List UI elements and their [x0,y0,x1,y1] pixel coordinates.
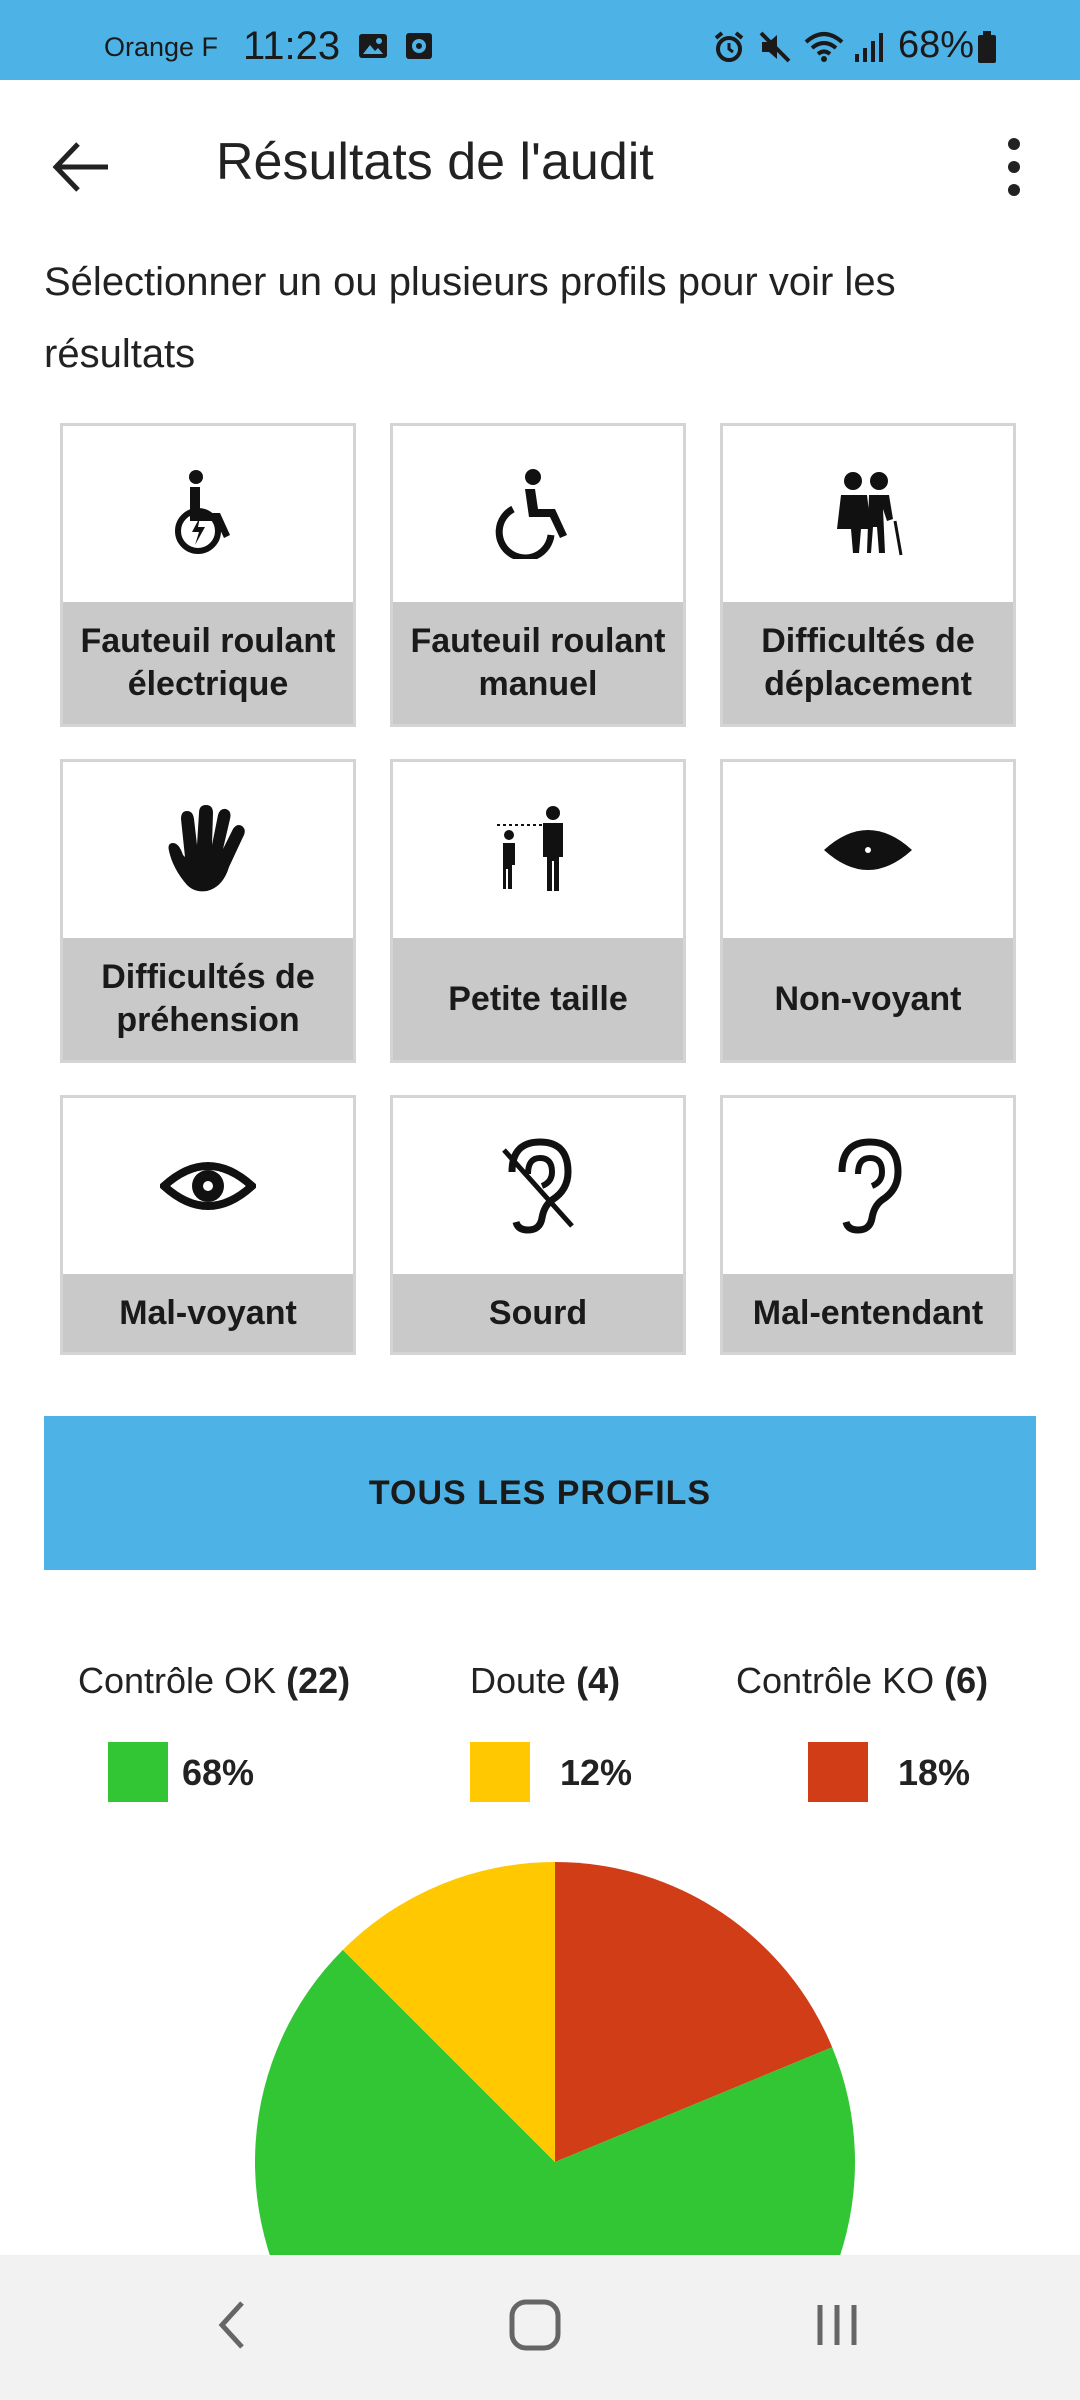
more-vertical-icon[interactable] [990,132,1038,202]
nav-back-icon[interactable] [212,2295,252,2355]
page-title: Résultats de l'audit [216,133,654,191]
profile-label: Non-voyant [723,938,1013,1060]
profile-card-hard-of-hearing[interactable] [720,1095,1016,1355]
legend-percent: 12% [560,1752,633,1793]
profile-label: Petite taille [393,938,683,1060]
legend-count: (6) [944,1660,989,1701]
legend-title: Doute [470,1660,567,1701]
profile-card-low-vision[interactable] [60,1095,356,1355]
alarm-icon [712,30,746,64]
legend-ok [78,1660,351,1793]
app-bar [0,80,1080,250]
profile-label: Mal-entendant [723,1274,1013,1352]
legend-title: Contrôle KO [736,1660,935,1701]
profile-card-manual-wheelchair[interactable] [390,423,686,727]
nav-recents-icon[interactable] [812,2295,862,2355]
legend-swatch-ok [108,1742,168,1802]
legend-swatch-ko [808,1742,868,1802]
legend-percent: 68% [182,1752,255,1793]
profile-card-walking-difficulty[interactable] [720,423,1016,727]
legend-swatch-doubt [470,1742,530,1802]
short-stature-icon [493,805,583,895]
wifi-icon [804,30,844,64]
profile-label: Difficultés de déplacement [723,602,1013,724]
legend-doubt [470,1660,633,1793]
all-profiles-button[interactable]: TOUS LES PROFILS [44,1416,1036,1570]
pie-chart-container [0,1840,1080,2255]
legend-count: (22) [286,1660,351,1701]
manual-wheelchair-icon [493,469,583,559]
profile-card-grip-difficulty[interactable] [60,759,356,1063]
carrier-name: Orange F [104,32,219,62]
profile-label: Difficultés de préhension [63,938,353,1060]
profile-card-electric-wheelchair[interactable] [60,423,356,727]
profile-label: Fauteuil roulant manuel [393,602,683,724]
profile-card-deaf[interactable] [390,1095,686,1355]
profile-label: Sourd [393,1274,683,1352]
screen-recorder-icon [403,30,435,62]
profile-card-short-stature[interactable] [390,759,686,1063]
pie-chart [0,1840,1080,2255]
battery-percent: 68% [898,24,975,66]
low-vision-eye-icon [160,1156,256,1216]
battery-icon [976,30,998,64]
elderly-walking-icon [823,469,913,559]
profile-label: Fauteuil roulant électrique [63,602,353,724]
gallery-icon [357,30,389,62]
legend-title: Contrôle OK [78,1660,277,1701]
blind-eye-icon [820,820,916,880]
mute-icon [758,30,792,64]
hard-of-hearing-ear-icon [828,1138,908,1234]
profile-card-blind[interactable] [720,759,1016,1063]
status-bar [0,0,1080,80]
legend-count: (4) [576,1660,621,1701]
clock: 11:23 [243,24,341,68]
profile-label: Mal-voyant [63,1274,353,1352]
electric-wheelchair-icon [168,469,248,559]
deaf-ear-icon [498,1138,578,1234]
arrow-left-icon[interactable] [48,132,118,202]
signal-icon [852,30,886,64]
instructions-text: Sélectionner un ou plusieurs profils pour voir les résultats [44,260,896,376]
system-nav-bar [0,2255,1080,2400]
hand-icon [163,805,253,895]
nav-home-icon[interactable] [508,2295,562,2355]
legend-ko [736,1660,989,1793]
legend-percent: 18% [898,1752,971,1793]
